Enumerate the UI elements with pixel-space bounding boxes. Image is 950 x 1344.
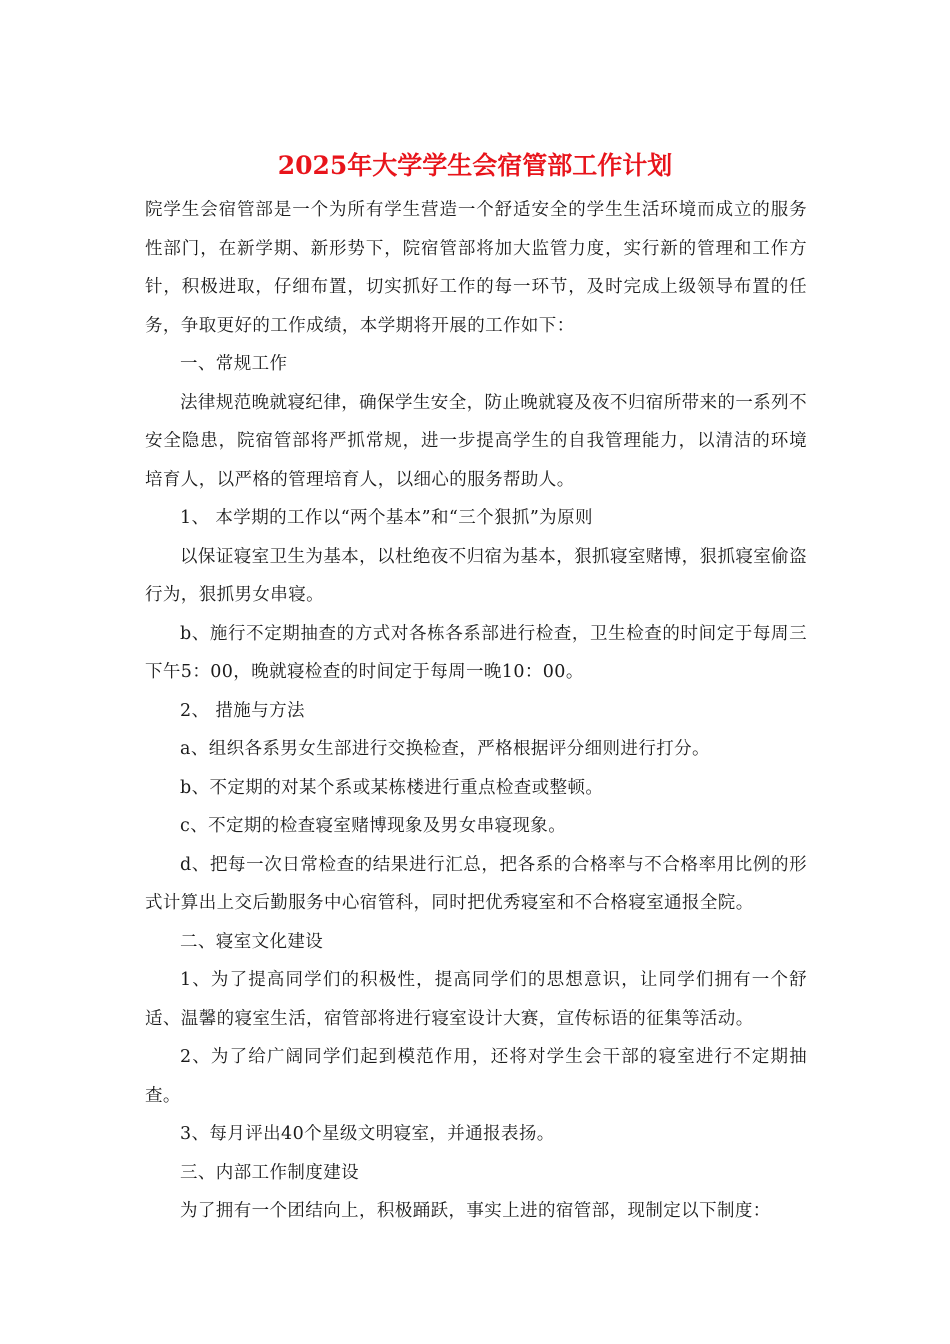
paragraph: 1、为了提高同学们的积极性，提高同学们的思想意识，让同学们拥有一个舒适、温馨的寝室生活，宿管部将进行寝室设计大赛，宣传标语的征集等活动。 — [145, 970, 807, 1029]
paragraph: b、施行不定期抽查的方式对各栋各系部进行检查，卫生检查的时间定于每周三下午5：00，晚就寝检查的时间定于每周一晚10：00。 — [145, 623, 807, 682]
paragraph: 三、内部工作制度建设 — [180, 1162, 359, 1183]
paragraph: 2、为了给广阔同学们起到模范作用，还将对学生会干部的寝室进行不定期抽查。 — [145, 1047, 807, 1106]
paragraph: c、不定期的检查寝室赌博现象及男女串寝现象。 — [180, 816, 567, 836]
paragraph: 一、常规工作 — [180, 354, 288, 374]
paragraph: 为了拥有一个团结向上，积极踊跃，事实上进的宿管部，现制定以下制度： — [180, 1201, 771, 1221]
paragraph: 3、每月评出40个星级文明寝室，并通报表扬。 — [180, 1124, 555, 1144]
document-title: 2025年大学学生会宿管部工作计划 — [277, 151, 673, 180]
paragraph: 1、 本学期的工作以“两个基本”和“三个狠抓”为原则 — [180, 508, 593, 528]
paragraph: 法律规范晚就寝纪律，确保学生安全，防止晚就寝及夜不归宿所带来的一系列不安全隐患，院宿管部将严抓常规，进一步提高学生的自我管理能力，以清洁的环境培育人，以严格的管理培育人，以细心的服务帮助人。 — [145, 392, 807, 490]
paragraph: d、把每一次日常检查的结果进行汇总，把各系的合格率与不合格率用比例的形式计算出上交后勤服务中心宿管科，同时把优秀寝室和不合格寝室通报全院。 — [145, 854, 807, 913]
paragraph: a、组织各系男女生部进行交换检查，严格根据评分细则进行打分。 — [180, 739, 710, 759]
paragraph: 二、寝室文化建设 — [180, 931, 324, 952]
paragraph: 2、 措施与方法 — [180, 700, 305, 721]
paragraph: b、不定期的对某个系或某栋楼进行重点检查或整顿。 — [180, 777, 604, 798]
paragraph: 院学生会宿管部是一个为所有学生营造一个舒适安全的学生生活环境而成立的服务性部门，在新学期、新形势下，院宿管部将加大监管力度，实行新的管理和工作方针，积极进取，仔细布置，切实抓好工作的每一环节，及时完成上级领导布置的任务，争取更好的工作成绩，本学期将开展的工作如下： — [145, 200, 807, 336]
document-body — [145, 191, 807, 1231]
paragraph: 以保证寝室卫生为基本，以杜绝夜不归宿为基本，狠抓寝室赌博，狠抓寝室偷盗行为，狠抓男女串寝。 — [145, 546, 807, 605]
